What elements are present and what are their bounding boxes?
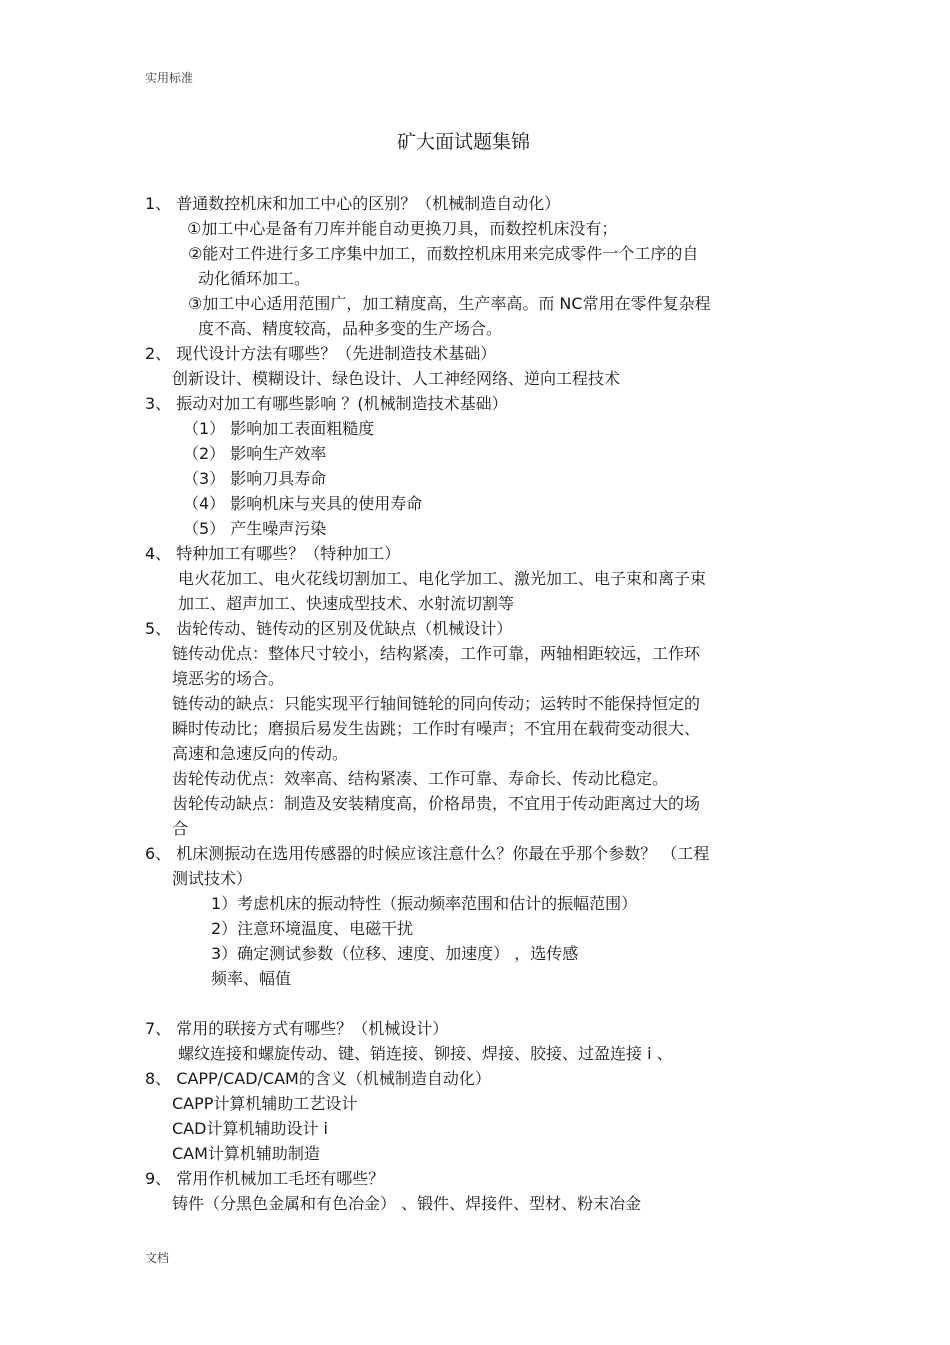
answer-line: 加工、超声加工、快速成型技术、水射流切割等 bbox=[178, 594, 515, 613]
answer-line: 齿轮传动缺点：制造及安装精度高，价格昂贵，不宜用于传动距离过大的场 bbox=[172, 794, 701, 813]
question-4: 4、 特种加工有哪些？（特种加工） bbox=[145, 544, 401, 563]
answer-line: 创新设计、模糊设计、绿色设计、人工神经网络、逆向工程技术 bbox=[172, 369, 621, 388]
answer-line: ③加工中心适用范围广，加工精度高，生产率高。而 NC常用在零件复杂程 bbox=[188, 294, 711, 313]
answer-line: 电火花加工、电火花线切割加工、电化学加工、激光加工、电子束和离子束 bbox=[178, 569, 707, 588]
answer-line: 齿轮传动优点：效率高、结构紧凑、工作可靠、寿命长、传动比稳定。 bbox=[172, 769, 669, 788]
list-item: （3） 影响刀具寿命 bbox=[183, 469, 327, 488]
document-title: 矿大面试题集锦 bbox=[397, 131, 531, 153]
answer-line: 动化循环加工。 bbox=[198, 269, 311, 288]
page-header: 实用标准 bbox=[145, 71, 194, 85]
answer-line: ②能对工件进行多工序集中加工，而数控机床用来完成零件一个工序的自 bbox=[188, 244, 699, 263]
answer-line: CAD计算机辅助设计 i bbox=[172, 1119, 328, 1138]
answer-line: 高速和急速反向的传动。 bbox=[172, 744, 349, 763]
answer-line: CAPP计算机辅助工艺设计 bbox=[172, 1094, 358, 1113]
list-item: （2） 影响生产效率 bbox=[183, 444, 327, 463]
answer-line: 链传动的缺点：只能实现平行轴间链轮的同向传动；运转时不能保持恒定的 bbox=[172, 694, 701, 713]
question-1: 1、 普通数控机床和加工中心的区别？（机械制造自动化） bbox=[145, 194, 561, 213]
answer-line: 螺纹连接和螺旋传动、键、销连接、铆接、焊接、胶接、过盈连接 i 、 bbox=[178, 1044, 673, 1063]
list-item: （4） 影响机床与夹具的使用寿命 bbox=[183, 494, 423, 513]
answer-line: ①加工中心是备有刀库并能自动更换刀具，而数控机床没有； bbox=[187, 219, 618, 238]
answer-line: CAM计算机辅助制造 bbox=[172, 1144, 320, 1163]
answer-line: 合 bbox=[172, 819, 189, 838]
question-9: 9、 常用作机械加工毛坯有哪些？ bbox=[145, 1169, 385, 1188]
list-item: 1）考虑机床的振动特性（振动频率范围和估计的振幅范围） bbox=[211, 894, 638, 913]
answer-line: 铸件（分黑色金属和有色冶金） 、锻件、焊接件、型材、粉末冶金 bbox=[172, 1194, 642, 1213]
question-3: 3、 振动对加工有哪些影响 ？(机械制造技术基础） bbox=[145, 394, 508, 413]
question-7: 7、 常用的联接方式有哪些？（机械设计） bbox=[145, 1019, 449, 1038]
answer-line: 度不高、精度较高，品种多变的生产场合。 bbox=[198, 319, 503, 338]
list-item: 3）确定测试参数（位移、速度、加速度） ，选传感 bbox=[211, 944, 579, 963]
answer-line: 链传动优点：整体尺寸较小，结构紧凑，工作可靠，两轴相距较远，工作环 bbox=[172, 644, 701, 663]
question-8: 8、 CAPP/CAD/CAM的含义（机械制造自动化） bbox=[145, 1069, 491, 1088]
list-item: （1） 影响加工表面粗糙度 bbox=[183, 419, 375, 438]
answer-line: 境恶劣的场合。 bbox=[172, 669, 285, 688]
question-5: 5、 齿轮传动、链传动的区别及优缺点（机械设计） bbox=[145, 619, 513, 638]
question-6: 6、 机床测振动在选用传感器的时候应该注意什么？你最在乎那个参数？ （工程 bbox=[145, 844, 710, 863]
page-footer: 文档 bbox=[145, 1251, 170, 1265]
list-item: 频率、幅值 bbox=[211, 969, 292, 988]
list-item: （5） 产生噪声污染 bbox=[183, 519, 327, 538]
answer-line: 测试技术） bbox=[172, 869, 253, 888]
list-item: 2）注意环境温度、电磁干扰 bbox=[211, 919, 414, 938]
question-2: 2、 现代设计方法有哪些？（先进制造技术基础） bbox=[145, 344, 497, 363]
answer-line: 瞬时传动比；磨损后易发生齿跳；工作时有噪声；不宜用在载荷变动很大、 bbox=[172, 719, 701, 738]
